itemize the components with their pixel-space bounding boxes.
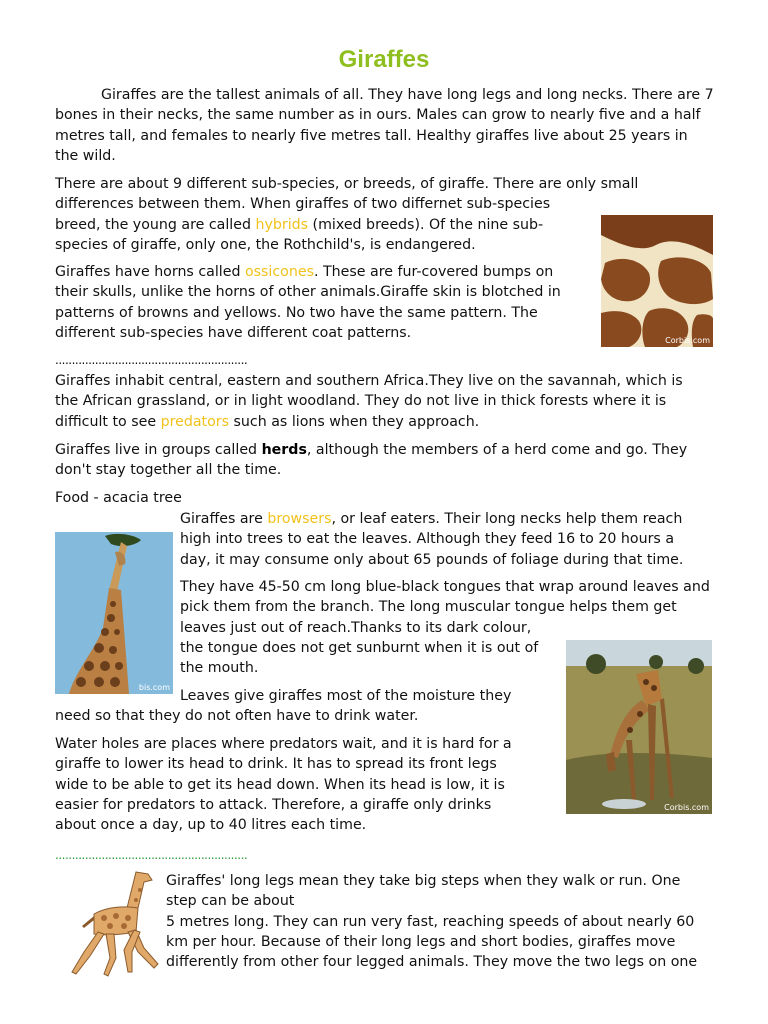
text-line: need so that they do not often have to drink water. xyxy=(55,708,419,725)
moisture-paragraph xyxy=(55,686,511,727)
ossicones-paragraph xyxy=(55,262,561,343)
text-line: the mouth. xyxy=(180,660,259,677)
photo-credit: Corbis.com xyxy=(665,336,710,345)
browsers-paragraph xyxy=(180,509,683,570)
text-line: patterns of browns and yellows. No two have the same pattern. The xyxy=(55,304,538,321)
text-line: They have 45-50 cm long blue-black tongues that wrap around leaves and xyxy=(180,579,710,595)
text-line: differently from other four legged animals. They move the two legs on one xyxy=(166,954,698,971)
text-line: 5 metres long. They can run very fast, reaching speeds of about nearly 60 xyxy=(166,913,695,930)
text-line: pick them from the branch. The long muscular tongue helps them get xyxy=(180,599,677,616)
running-giraffe-illustration xyxy=(64,868,162,980)
text-line: leaves just out of reach.Thanks to its dark colour, xyxy=(180,619,532,636)
hybrids-highlight: hybrids xyxy=(255,216,309,233)
section-divider-green: .......................................................... xyxy=(55,848,248,862)
text-line: don't stay together all the time. xyxy=(55,462,282,479)
section-divider: .......................................................... xyxy=(55,353,248,367)
page-title: Giraffes xyxy=(338,46,430,73)
text-line: Water holes are places where predators wait, and it is hard for a xyxy=(55,736,512,752)
text-line: easier for predators to attack. Therefore, a giraffe only drinks xyxy=(55,796,492,813)
text-line: their skulls, unlike the horns of other animals.Giraffe skin is blotched in xyxy=(55,284,561,301)
giraffe-skin-photo xyxy=(601,215,713,347)
text-line: Giraffes live in groups called herds, although the members of a herd come and go. They xyxy=(55,442,688,458)
text-line: about once a day, up to 40 litres each time. xyxy=(55,817,367,834)
ossicones-highlight: ossicones xyxy=(244,264,314,280)
text-line: km per hour. Because of their long legs and short bodies, giraffes move xyxy=(166,933,676,950)
text-line: Giraffes are browsers, or leaf eaters. Their long necks help them reach xyxy=(180,511,683,527)
text-line: wide to be able to get its head down. When its head is low, it is xyxy=(55,776,505,793)
water-holes-paragraph xyxy=(55,734,512,835)
text-line: giraffe to lower its head to drink. It has to spread its front legs xyxy=(55,756,497,773)
text-line: difficult to see predators such as lions when they approach. xyxy=(55,413,480,430)
text-line: high into trees to eat the leaves. Although they feed 16 to 20 hours a xyxy=(180,531,675,548)
text-line: the African grassland, or in light woodland. They do not live in thick forests where it is xyxy=(55,393,667,410)
predators-highlight: predators xyxy=(160,413,230,430)
text-line: different sub-species have different coat patterns. xyxy=(55,324,412,341)
giraffe-drinking-photo xyxy=(566,640,712,814)
habitat-paragraph xyxy=(55,371,683,432)
intro-paragraph: Giraffes are the tallest animals of all. They have long legs and long necks. There are 7 bones in their necks, the same number as in ours. Males can grow to nearly five and a half metres tall, and females to nearly five metres tall. Healthy giraffes live about 25 years in the wild. xyxy=(55,87,714,164)
text-line: breed, the young are called hybrids (mixed breeds). Of the nine sub- xyxy=(55,216,544,233)
giraffe-eating-photo xyxy=(55,532,173,694)
photo-credit: bis.com xyxy=(138,683,170,692)
browsers-highlight: browsers xyxy=(267,511,332,527)
text-line: the tongue does not get sunburnt when it is out of xyxy=(180,639,539,656)
subspecies-paragraph xyxy=(55,174,638,255)
text-line: day, it may consume only about 65 pounds of foliage during that time. xyxy=(180,551,684,568)
text-line: There are about 9 different sub-species, or breeds, of giraffe. There are only small xyxy=(55,176,639,192)
text-line: Giraffes' long legs mean they take big steps when they walk or run. One xyxy=(166,873,681,889)
food-label: Food - acacia tree xyxy=(55,490,182,506)
text-line: Giraffes have horns called ossicones. These are fur-covered bumps on xyxy=(55,264,554,280)
text-line: step can be about xyxy=(166,893,295,910)
text-line: differences between them. When giraffes of two differnet sub-species xyxy=(55,196,551,213)
text-line: Giraffes inhabit central, eastern and southern Africa.They live on the savannah, which is xyxy=(55,373,683,389)
photo-credit: Corbis.com xyxy=(664,803,709,812)
text-line: species of giraffe, only one, the Rothchild's, is endangered. xyxy=(55,236,476,253)
herds-bold: herds xyxy=(261,442,307,458)
legs-paragraph xyxy=(166,871,697,972)
text-line: Leaves give giraffes most of the moisture they xyxy=(180,688,512,704)
herds-paragraph xyxy=(55,440,687,481)
